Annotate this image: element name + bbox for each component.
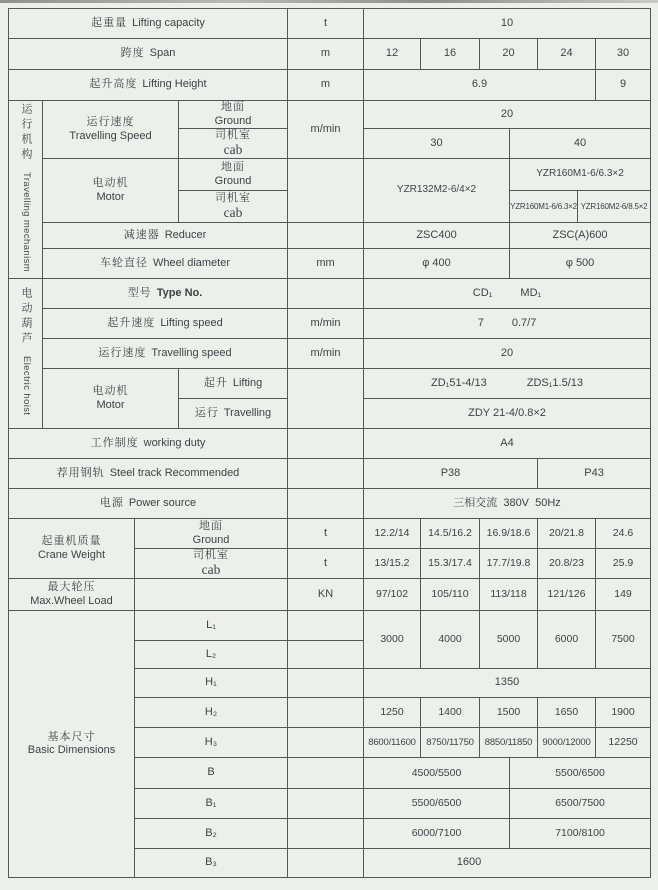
reducer-unit-empty xyxy=(288,223,364,249)
wheel-diameter-value-1: φ 400 xyxy=(364,249,510,279)
travel-motor-label xyxy=(43,159,179,223)
dim-b2-v0: 6000/7100 xyxy=(364,819,510,849)
hoist-lifting-speed-label xyxy=(43,309,288,339)
ground-sublabel-en: Ground xyxy=(214,174,252,187)
hoist-type-unit-empty xyxy=(288,279,364,309)
hoist-motor-travelling-sublabel-en: Travelling xyxy=(223,406,272,419)
hoist-lifting-speed-pair xyxy=(364,317,650,330)
span-label xyxy=(9,39,288,70)
crane-weight-label-zh: 起重机质量 xyxy=(41,535,102,548)
row-power-source xyxy=(9,489,651,519)
max-wheel-load-label xyxy=(9,579,135,611)
dim-b-sublabel: B xyxy=(135,758,288,789)
hoist-lifting-speed-value xyxy=(364,309,651,339)
reducer-label-zh: 减速器 xyxy=(123,228,160,241)
travel-motor-label-en: Motor xyxy=(96,190,125,203)
dim-b3-value-text: 1600 xyxy=(456,856,482,869)
cab-sublabel-zh: 司机室 xyxy=(193,549,229,562)
hoist-motor-lifting-value xyxy=(364,369,651,399)
travel-motor-unit-empty xyxy=(288,159,364,223)
dim-b-v0: 4500/5500 xyxy=(364,758,510,789)
power-source-unit-empty xyxy=(288,489,364,519)
cab-sublabel-en: cab xyxy=(201,561,221,577)
dim-l-v3: 6000 xyxy=(538,611,596,669)
hoist-travelling-speed-value: 20 xyxy=(364,339,651,369)
hoist-lifting-speed-label-zh: 起升速度 xyxy=(107,316,156,329)
max-wheel-load-label-en: Max.Wheel Load xyxy=(30,594,113,607)
hoist-travelling-speed-label-en: Travelling speed xyxy=(151,346,232,359)
lifting-capacity-unit: t xyxy=(288,9,364,39)
lifting-capacity-label xyxy=(9,9,288,39)
dim-h3-v3: 9000/12000 xyxy=(538,728,596,758)
dim-b-v1: 5500/6500 xyxy=(510,758,651,789)
crane-weight-cab-unit: t xyxy=(288,549,364,579)
max-wheel-load-sublabel-empty xyxy=(135,579,288,611)
crane-weight-label xyxy=(9,519,135,579)
crane-weight-cab-v0: 13/15.2 xyxy=(364,549,421,579)
travelling-speed-cab-value-1: 30 xyxy=(364,129,510,159)
max-wheel-load-v2: 113/118 xyxy=(480,579,538,611)
dim-l-v0: 3000 xyxy=(364,611,421,669)
dim-h1-unit-empty xyxy=(288,669,364,698)
crane-weight-ground-v0: 12.2/14 xyxy=(364,519,421,549)
power-source-value: 三相交流 380V 50Hz xyxy=(364,489,651,519)
travelling-speed-cab-value-2: 40 xyxy=(510,129,651,159)
hoist-motor-lifting-sublabel-zh: 起升 xyxy=(203,376,228,389)
steel-track-value-1: P38 xyxy=(364,459,538,489)
crane-weight-cab-v4: 25.9 xyxy=(596,549,651,579)
row-lifting-height xyxy=(9,70,651,101)
dim-l2-sublabel: L₂ xyxy=(135,641,288,669)
lifting-capacity-label-en: Lifting capacity xyxy=(132,16,205,29)
travelling-speed-ground-sublabel xyxy=(179,101,288,129)
hoist-motor-lifting-pair xyxy=(364,377,650,390)
power-source-label xyxy=(9,489,288,519)
hoist-motor-unit-empty xyxy=(288,369,364,429)
dim-h2-v0: 1250 xyxy=(364,698,421,728)
crane-weight-cab-v2: 17.7/19.8 xyxy=(480,549,538,579)
travelling-mechanism-label-zh: 运行机构 xyxy=(20,102,32,163)
wheel-diameter-unit: mm xyxy=(288,249,364,279)
basic-dimensions-label-en: Basic Dimensions xyxy=(27,744,116,756)
dim-l-v4: 7500 xyxy=(596,611,651,669)
ground-sublabel-en: Ground xyxy=(214,114,252,127)
hoist-type-label xyxy=(43,279,288,309)
lifting-height-label xyxy=(9,70,288,101)
dim-h2-sublabel: H₂ xyxy=(135,698,288,728)
crane-weight-ground-v2: 16.9/18.6 xyxy=(480,519,538,549)
working-duty-label-zh: 工作制度 xyxy=(90,436,139,449)
steel-track-label xyxy=(9,459,288,489)
dim-l1-sublabel: L₁ xyxy=(135,611,288,641)
hoist-motor-lifting-sublabel xyxy=(179,369,288,399)
hoist-type-value-2: MD₁ xyxy=(520,286,542,299)
travel-motor-value-right-top: YZR160M1-6/6.3×2 xyxy=(510,159,651,191)
row-wheel-diameter xyxy=(9,249,651,279)
span-value-12: 12 xyxy=(364,39,421,70)
crane-weight-ground-v4: 24.6 xyxy=(596,519,651,549)
dim-h2-unit-empty xyxy=(288,698,364,728)
crane-weight-ground-v3: 20/21.8 xyxy=(538,519,596,549)
dim-l-v2: 5000 xyxy=(480,611,538,669)
dim-h3-v0: 8600/11600 xyxy=(364,728,421,758)
hoist-motor-travelling-sublabel xyxy=(179,399,288,429)
row-span xyxy=(9,39,651,70)
row-hoist-motor-lifting xyxy=(9,369,651,399)
crane-weight-ground-v1: 14.5/16.2 xyxy=(421,519,480,549)
row-travel-motor-ground xyxy=(9,159,651,191)
span-value-24: 24 xyxy=(538,39,596,70)
dim-b2-unit-empty xyxy=(288,819,364,849)
electric-hoist-vertical-label xyxy=(20,287,31,415)
hoist-motor-lifting-sublabel-en: Lifting xyxy=(232,376,263,389)
travelling-speed-ground-value: 20 xyxy=(364,101,651,129)
row-lifting-capacity xyxy=(9,9,651,39)
ground-sublabel-zh: 地面 xyxy=(221,101,245,114)
wheel-diameter-label xyxy=(43,249,288,279)
max-wheel-load-unit: KN xyxy=(288,579,364,611)
row-reducer xyxy=(9,223,651,249)
dim-b2-sublabel: B₂ xyxy=(135,819,288,849)
span-value-16: 16 xyxy=(421,39,480,70)
max-wheel-load-v0: 97/102 xyxy=(364,579,421,611)
dim-h3-unit-empty xyxy=(288,728,364,758)
travelling-mechanism-vertical-label xyxy=(20,103,31,272)
hoist-travelling-speed-label-zh: 运行速度 xyxy=(98,346,147,359)
section-travelling-mechanism xyxy=(9,101,43,279)
dim-b2-v1: 7100/8100 xyxy=(510,819,651,849)
dim-h3-v4: 12250 xyxy=(596,728,651,758)
travelling-speed-cab-sublabel xyxy=(179,129,288,159)
dim-b1-sublabel: B₁ xyxy=(135,789,288,819)
hoist-motor-label-zh: 电动机 xyxy=(92,385,129,398)
lifting-height-value-main: 6.9 xyxy=(364,70,596,101)
dim-h3-sublabel: H₃ xyxy=(135,728,288,758)
hoist-type-pair xyxy=(364,287,650,300)
dim-l1-unit-empty xyxy=(288,611,364,641)
wheel-diameter-label-zh: 车轮直径 xyxy=(99,256,148,269)
lifting-height-label-en: Lifting Height xyxy=(142,78,207,91)
cab-sublabel-en: cab xyxy=(223,141,243,157)
scan-edge-artifact xyxy=(0,0,658,3)
hoist-lifting-speed-label-en: Lifting speed xyxy=(160,316,223,329)
lifting-height-label-zh: 起升高度 xyxy=(89,78,138,91)
travel-motor-value-right-bottom-1: YZR160M1-6/6.3×2 xyxy=(510,191,578,223)
travel-motor-value-left: YZR132M2-6/4×2 xyxy=(364,159,510,223)
row-max-wheel-load xyxy=(9,579,651,611)
hoist-type-label-zh: 型号 xyxy=(127,286,152,299)
crane-spec-table xyxy=(8,8,651,878)
crane-weight-cab-v1: 15.3/17.4 xyxy=(421,549,480,579)
dim-b1-v1: 6500/7500 xyxy=(510,789,651,819)
cab-sublabel-zh: 司机室 xyxy=(215,192,251,205)
crane-weight-ground-sublabel xyxy=(135,519,288,549)
reducer-label xyxy=(43,223,288,249)
lifting-height-value-30m: 9 xyxy=(596,70,651,101)
dim-b3-sublabel: B₃ xyxy=(135,849,288,878)
dim-h2-v4: 1900 xyxy=(596,698,651,728)
dim-h2-v2: 1500 xyxy=(480,698,538,728)
dim-l2-unit-empty xyxy=(288,641,364,669)
hoist-type-value xyxy=(364,279,651,309)
wheel-diameter-label-en: Wheel diameter xyxy=(152,256,231,269)
travel-motor-label-zh: 电动机 xyxy=(92,177,129,190)
hoist-lifting-speed-value-1: 7 xyxy=(477,316,484,329)
dim-h3-v2: 8850/11850 xyxy=(480,728,538,758)
hoist-travelling-speed-label xyxy=(43,339,288,369)
travel-motor-cab-sublabel xyxy=(179,191,288,223)
working-duty-label xyxy=(9,429,288,459)
working-duty-value: A4 xyxy=(364,429,651,459)
span-label-en: Span xyxy=(149,47,176,60)
section-electric-hoist xyxy=(9,279,43,429)
travelling-speed-label xyxy=(43,101,179,159)
cab-sublabel-zh: 司机室 xyxy=(215,129,251,142)
basic-dimensions-label xyxy=(9,611,135,878)
crane-weight-cab-v3: 20.8/23 xyxy=(538,549,596,579)
hoist-motor-lifting-value-1: ZD₁51-4/13 xyxy=(431,376,487,389)
hoist-type-label-en: Type No. xyxy=(156,286,203,299)
travelling-mechanism-label-en: Travelling mechanism xyxy=(21,171,32,272)
span-unit: m xyxy=(288,39,364,70)
working-duty-unit-empty xyxy=(288,429,364,459)
dim-b-unit-empty xyxy=(288,758,364,789)
dim-h3-v1: 8750/11750 xyxy=(421,728,480,758)
working-duty-label-en: working duty xyxy=(143,436,206,449)
row-hoist-type xyxy=(9,279,651,309)
reducer-value-2: ZSC(A)600 xyxy=(510,223,651,249)
travelling-speed-unit: m/min xyxy=(288,101,364,159)
steel-track-value-2: P43 xyxy=(538,459,651,489)
hoist-motor-label-en: Motor xyxy=(96,398,125,411)
dim-h2-v3: 1650 xyxy=(538,698,596,728)
row-dim-l1 xyxy=(9,611,651,641)
power-source-label-zh: 电源 xyxy=(99,496,124,509)
hoist-motor-travelling-value: ZDY 21-4/0.8×2 xyxy=(364,399,651,429)
max-wheel-load-v4: 149 xyxy=(596,579,651,611)
basic-dimensions-label-zh: 基本尺寸 xyxy=(47,730,96,743)
dim-b3-unit-empty xyxy=(288,849,364,878)
max-wheel-load-label-zh: 最大轮压 xyxy=(47,581,96,594)
hoist-motor-lifting-value-2: ZDS₁1.5/13 xyxy=(526,376,584,389)
electric-hoist-label-zh: 电动葫芦 xyxy=(20,287,32,348)
travelling-speed-label-zh: 运行速度 xyxy=(86,116,135,129)
max-wheel-load-v3: 121/126 xyxy=(538,579,596,611)
dim-h2-v1: 1400 xyxy=(421,698,480,728)
row-hoist-travelling-speed xyxy=(9,339,651,369)
row-crane-weight-ground xyxy=(9,519,651,549)
steel-track-label-en: Steel track Recommended xyxy=(109,466,240,479)
dim-b1-unit-empty xyxy=(288,789,364,819)
steel-track-unit-empty xyxy=(288,459,364,489)
lifting-capacity-label-zh: 起重量 xyxy=(91,16,128,29)
span-value-20: 20 xyxy=(480,39,538,70)
wheel-diameter-value-2: φ 500 xyxy=(510,249,651,279)
span-value-30: 30 xyxy=(596,39,651,70)
row-hoist-lifting-speed xyxy=(9,309,651,339)
hoist-lifting-speed-value-2: 0.7/7 xyxy=(511,316,537,329)
travel-motor-ground-sublabel xyxy=(179,159,288,191)
dim-h1-value: 1350 xyxy=(364,669,651,698)
lifting-capacity-value: 10 xyxy=(364,9,651,39)
dim-b1-v0: 5500/6500 xyxy=(364,789,510,819)
ground-sublabel-zh: 地面 xyxy=(221,161,245,174)
reducer-label-en: Reducer xyxy=(164,228,207,241)
cab-sublabel-en: cab xyxy=(223,204,243,220)
hoist-travelling-speed-unit: m/min xyxy=(288,339,364,369)
row-working-duty xyxy=(9,429,651,459)
crane-weight-ground-unit: t xyxy=(288,519,364,549)
reducer-value-1: ZSC400 xyxy=(364,223,510,249)
crane-weight-label-en: Crane Weight xyxy=(37,548,106,561)
travelling-speed-label-en: Travelling Speed xyxy=(69,129,152,142)
hoist-motor-travelling-sublabel-zh: 运行 xyxy=(194,406,219,419)
crane-weight-cab-sublabel xyxy=(135,549,288,579)
hoist-lifting-speed-unit: m/min xyxy=(288,309,364,339)
electric-hoist-label-en: Electric hoist xyxy=(21,356,32,416)
hoist-type-value-1: CD₁ xyxy=(472,286,493,299)
dim-h1-sublabel: H₁ xyxy=(135,669,288,698)
row-travel-speed-ground xyxy=(9,101,651,129)
dim-b3-value xyxy=(364,849,651,878)
dim-l-v1: 4000 xyxy=(421,611,480,669)
steel-track-label-zh: 荐用钢轨 xyxy=(56,466,105,479)
power-source-label-en: Power source xyxy=(128,496,197,509)
row-steel-track xyxy=(9,459,651,489)
ground-sublabel-en: Ground xyxy=(192,533,230,546)
travel-motor-value-right-bottom-2: YZR160M2-6/8.5×2 xyxy=(578,191,651,223)
ground-sublabel-zh: 地面 xyxy=(199,520,223,533)
span-label-zh: 跨度 xyxy=(120,47,145,60)
lifting-height-unit: m xyxy=(288,70,364,101)
max-wheel-load-v1: 105/110 xyxy=(421,579,480,611)
hoist-motor-label xyxy=(43,369,179,429)
